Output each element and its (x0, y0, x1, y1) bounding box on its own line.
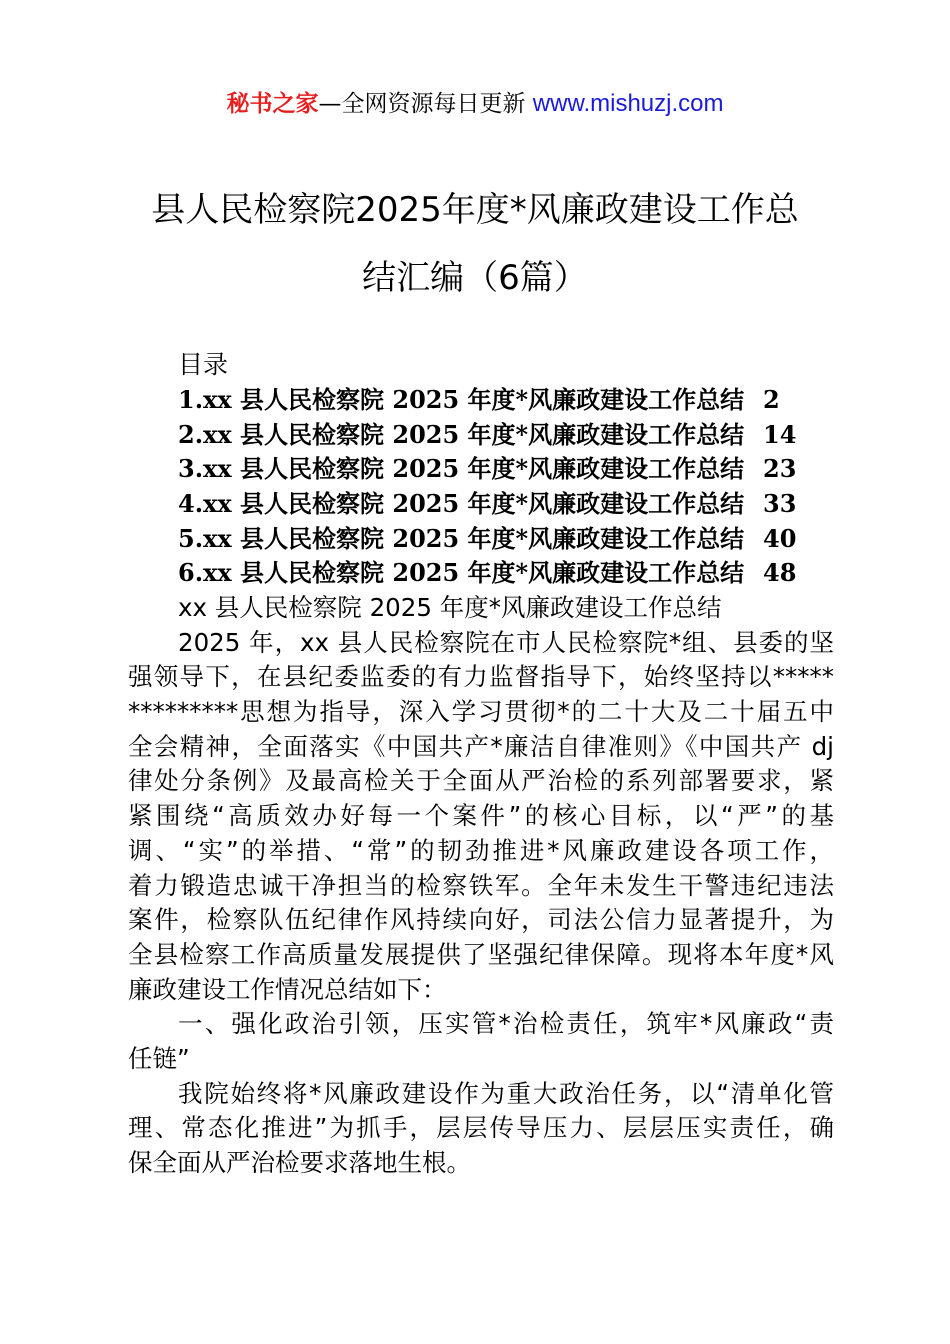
body-line: 理、常态化推进”为抓手，层层传导压力、层层压实责任，确 (128, 1113, 834, 1143)
document-title-line-1: 县人民检察院2025年度*风廉政建设工作总 (151, 190, 799, 230)
body-line: 律处分条例》及最高检关于全面从严治检的系列部署要求，紧 (128, 766, 834, 796)
toc-item-label: 1.xx 县人民检察院 2025 年度*风廉政建设工作总结 (178, 385, 745, 414)
toc-item[interactable] (178, 556, 818, 591)
body-line: 强领导下，在县纪委监委的有力监督指导下，始终坚持以***** (128, 662, 834, 692)
toc-item[interactable] (178, 383, 818, 418)
document-title-line-2: 结汇编（6篇） (362, 258, 588, 298)
section-title: xx 县人民检察院 2025 年度*风廉政建设工作总结 (178, 593, 722, 622)
toc-heading: 目录 (178, 350, 229, 379)
body-line: 着力锻造忠诚干净担当的检察铁军。全年未发生干警违纪违法 (128, 870, 834, 900)
table-of-contents (178, 383, 818, 591)
toc-item-page: 40 (763, 523, 797, 553)
toc-item-page: 48 (763, 558, 797, 588)
body-line: 2025 年，xx 县人民检察院在市人民检察院*组、县委的坚 (178, 627, 834, 657)
heading-line: 一、强化政治引领，压实管*治检责任，筑牢*风廉政“责 (178, 1009, 834, 1039)
body-line: 案件，检察队伍纪律作风持续向好，司法公信力显著提升，为 (128, 905, 834, 935)
body-line: *********思想为指导，深入学习贯彻*的二十大及二十届五中 (128, 697, 834, 727)
document-body (128, 591, 834, 1181)
toc-item-page: 33 (763, 489, 797, 519)
heading-line: 任链” (128, 1043, 190, 1073)
toc-item-label: 4.xx 县人民检察院 2025 年度*风廉政建设工作总结 (178, 489, 745, 519)
toc-item-label: 3.xx 县人民检察院 2025 年度*风廉政建设工作总结 (178, 454, 745, 484)
toc-item[interactable] (178, 418, 818, 453)
body-line: 保全面从严治检要求落地生根。 (128, 1148, 471, 1177)
toc-item[interactable] (178, 487, 818, 522)
toc-item-page: 23 (763, 454, 797, 484)
body-line: 我院始终将*风廉政建设作为重大政治任务，以“清单化管 (178, 1078, 834, 1108)
site-header (0, 88, 950, 120)
toc-item[interactable] (178, 452, 818, 487)
toc-item[interactable] (178, 522, 818, 557)
body-line: 廉政建设工作情况总结如下： (128, 974, 447, 1004)
toc-item-page: 2 (763, 385, 780, 414)
toc-item-page: 14 (763, 419, 797, 449)
toc-item-label: 6.xx 县人民检察院 2025 年度*风廉政建设工作总结 (178, 558, 745, 588)
toc-item-label: 5.xx 县人民检察院 2025 年度*风廉政建设工作总结 (178, 523, 745, 553)
toc-item-label: 2.xx 县人民检察院 2025 年度*风廉政建设工作总结 (178, 419, 745, 449)
site-url-link[interactable]: www.mishuzj.com (532, 90, 724, 117)
body-line: 调、“实”的举措、“常”的韧劲推进*风廉政建设各项工作， (128, 835, 834, 865)
body-line: 全县检察工作高质量发展提供了坚强纪律保障。现将本年度*风 (128, 939, 834, 969)
body-line: 全会精神，全面落实《中国共产*廉洁自律准则》《中国共产 dj (128, 731, 834, 761)
header-tagline: —全网资源每日更新 (318, 91, 533, 117)
body-line: 紧围绕“高质效办好每一个案件”的核心目标，以“严”的基 (128, 801, 834, 831)
brand-name: 秘书之家 (226, 91, 319, 117)
